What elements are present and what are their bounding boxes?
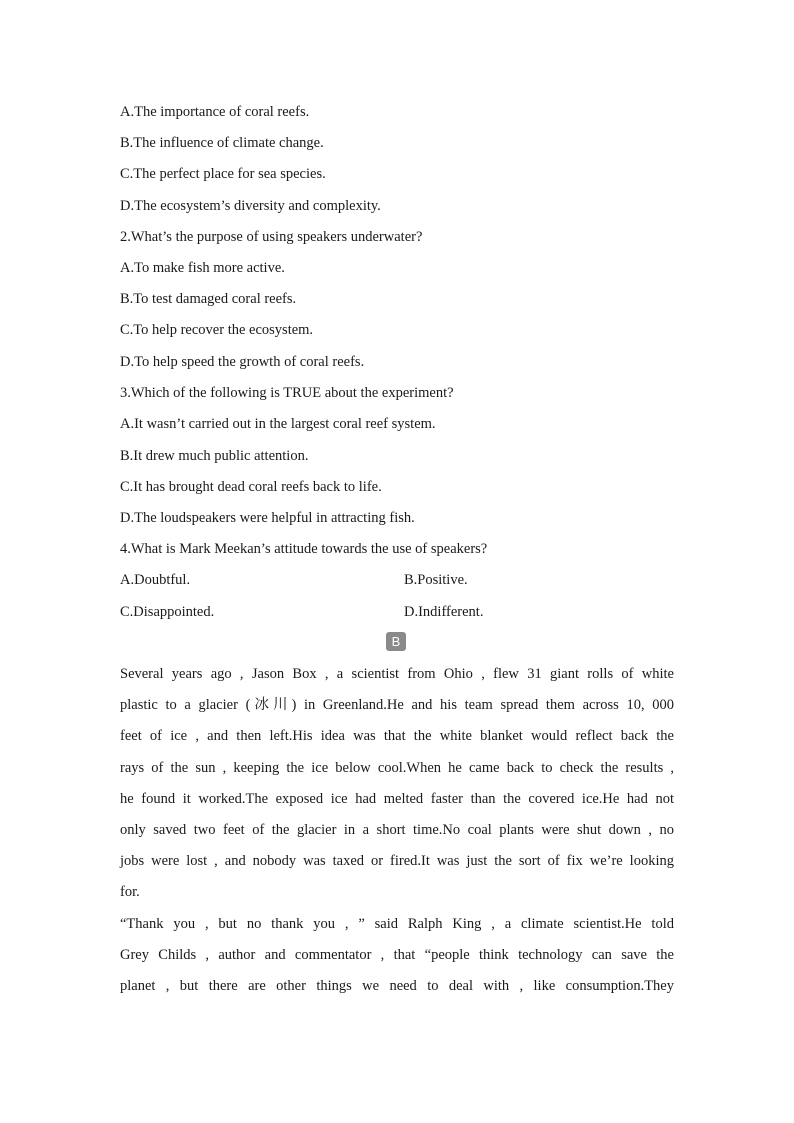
q4-option-c: C.Disappointed.: [120, 604, 215, 620]
passage-p2-line: Grey Childs , author and commentator , that “people think technology can save the: [120, 947, 674, 963]
passage-p1-line: plastic to a glacier (冰川) in Greenland.He and his team spread them across 10, 000: [120, 697, 674, 713]
q3-option-a: A.It wasn’t carried out in the largest coral reef system.: [120, 416, 436, 432]
q2-option-b: B.To test damaged coral reefs.: [120, 291, 297, 307]
q2-option-d: D.To help speed the growth of coral reefs.: [120, 354, 365, 370]
q3-option-c: C.It has brought dead coral reefs back to life.: [120, 479, 382, 495]
passage-p2-line: planet , but there are other things we need to deal with , like consumption.They: [120, 978, 674, 994]
passage-p1-line: rays of the sun , keeping the ice below cool.When he came back to check the results ,: [120, 760, 674, 776]
passage-p2-line: “Thank you , but no thank you , ” said Ralph King , a climate scientist.He told: [120, 916, 674, 932]
passage-p1-line: for.: [120, 884, 140, 900]
section-b-badge: B: [386, 632, 406, 651]
passage-p1-line: he found it worked.The exposed ice had melted faster than the covered ice.He had not: [120, 791, 674, 807]
q4-option-b: B.Positive.: [404, 572, 468, 588]
q2-option-c: C.To help recover the ecosystem.: [120, 322, 314, 338]
passage-p1-line: only saved two feet of the glacier in a short time.No coal plants were shut down , no: [120, 822, 674, 838]
q3-stem: 3.Which of the following is TRUE about the experiment?: [120, 385, 454, 401]
q3-option-b: B.It drew much public attention.: [120, 448, 309, 464]
q3-option-d: D.The loudspeakers were helpful in attracting fish.: [120, 510, 415, 526]
q1-option-c: C.The perfect place for sea species.: [120, 166, 326, 182]
q4-option-d: D.Indifferent.: [404, 604, 484, 620]
q4-stem: 4.What is Mark Meekan’s attitude towards the use of speakers?: [120, 541, 488, 557]
q1-option-a: A.The importance of coral reefs.: [120, 104, 310, 120]
passage-p1-line: feet of ice , and then left.His idea was that the white blanket would reflect back the: [120, 728, 674, 744]
q4-option-a: A.Doubtful.: [120, 572, 191, 588]
q2-option-a: A.To make fish more active.: [120, 260, 285, 276]
q2-stem: 2.What’s the purpose of using speakers underwater?: [120, 229, 423, 245]
passage-p1-line: jobs were lost , and nobody was taxed or fired.It was just the sort of fix we’re looking: [120, 853, 674, 869]
q1-option-b: B.The influence of climate change.: [120, 135, 324, 151]
q1-option-d: D.The ecosystem’s diversity and complexity.: [120, 198, 381, 214]
passage-p1-line: Several years ago , Jason Box , a scientist from Ohio , flew 31 giant rolls of white: [120, 666, 674, 682]
